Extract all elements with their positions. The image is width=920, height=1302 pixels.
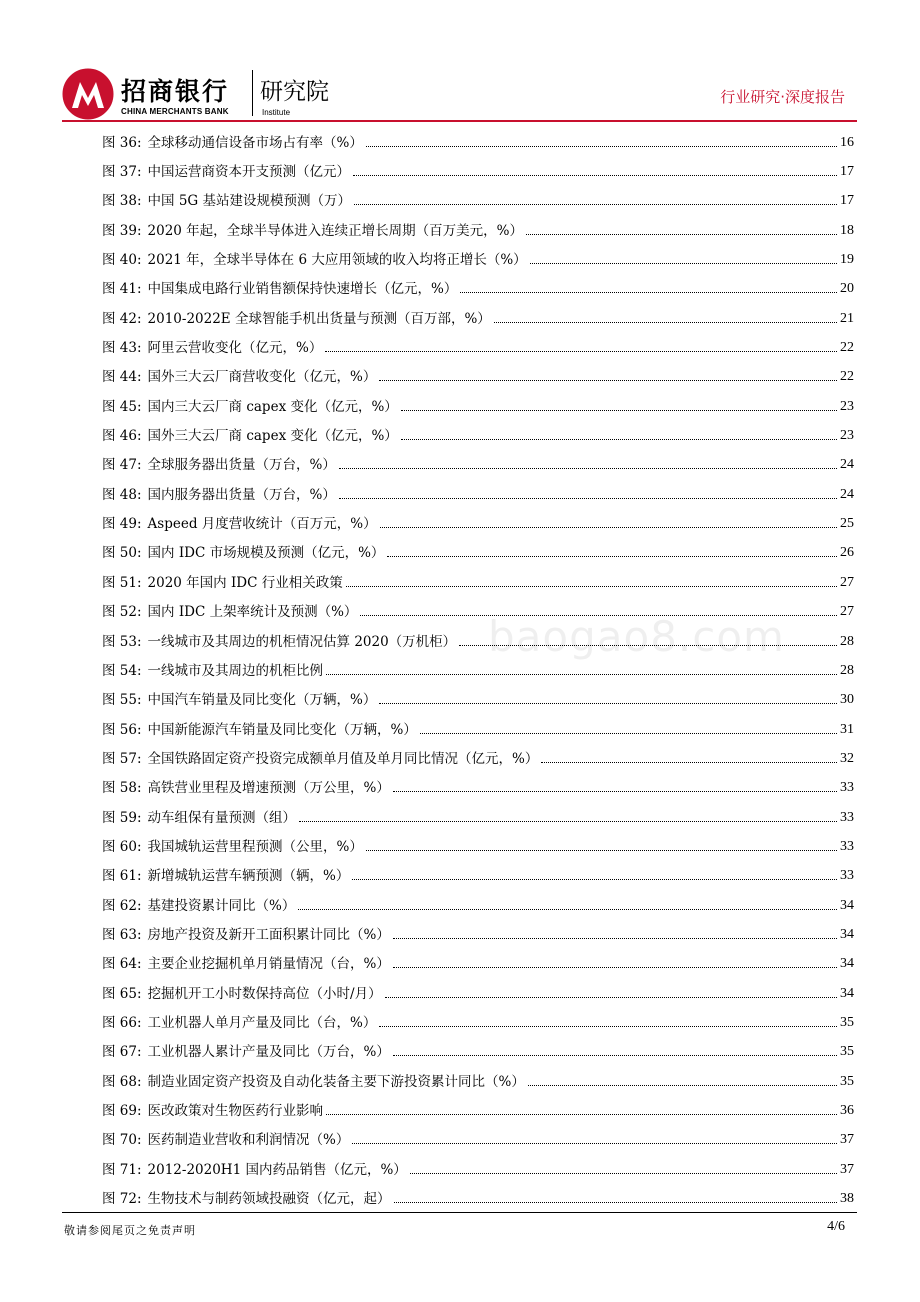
toc-entry-label: 图 45: xyxy=(102,398,142,415)
toc-entry-title[interactable]: 动车组保有量预测（组） xyxy=(147,809,297,826)
toc-entry-label: 图 63: xyxy=(102,926,142,943)
toc-entry-label: 图 53: xyxy=(102,633,142,650)
toc-dot-leader xyxy=(299,820,837,822)
toc-dot-leader xyxy=(401,409,837,411)
header-rule xyxy=(62,120,857,122)
toc-entry-title[interactable]: 2020 年国内 IDC 行业相关政策 xyxy=(147,574,343,591)
toc-entry[interactable] xyxy=(102,509,854,538)
toc-entry-page[interactable]: 34 xyxy=(840,985,854,1001)
toc-entry-title[interactable]: 一线城市及其周边的机柜比例 xyxy=(147,662,324,679)
toc-entry-title[interactable]: 全国铁路固定资产投资完成额单月值及单月同比情况（亿元，%） xyxy=(147,750,539,767)
toc-entry-page[interactable]: 26 xyxy=(840,545,854,561)
toc-entry[interactable] xyxy=(102,686,854,715)
toc-dot-leader xyxy=(530,262,837,264)
toc-dot-leader xyxy=(385,996,837,998)
toc-entry-page[interactable]: 33 xyxy=(840,868,854,884)
toc-entry[interactable] xyxy=(102,1008,854,1037)
toc-entry-label: 图 39: xyxy=(102,222,142,239)
toc-entry-label: 图 36: xyxy=(102,134,142,151)
toc-entry-page[interactable]: 31 xyxy=(840,721,854,737)
toc-entry-label: 图 62: xyxy=(102,897,142,914)
toc-dot-leader xyxy=(379,1025,837,1027)
toc-entry-page[interactable]: 35 xyxy=(840,1014,854,1030)
toc-entry-title[interactable]: 国外三大云厂商营收变化（亿元，%） xyxy=(147,369,377,386)
toc-entry-page[interactable]: 17 xyxy=(840,164,854,180)
institute-name-en: Institute xyxy=(262,108,291,117)
toc-entry-title[interactable]: 国内服务器出货量（万台，%） xyxy=(147,486,336,503)
toc-entry-page[interactable]: 32 xyxy=(840,750,854,766)
toc-dot-leader xyxy=(393,937,837,939)
toc-entry-label: 图 46: xyxy=(102,428,142,445)
brand-name-cn: 招商银行 xyxy=(121,77,230,106)
toc-entry-title[interactable]: 房地产投资及新开工面积累计同比（%） xyxy=(147,926,390,943)
toc-entry-title[interactable]: 全球服务器出货量（万台，%） xyxy=(147,457,336,474)
toc-entry-title[interactable]: 中国新能源汽车销量及同比变化（万辆，%） xyxy=(147,721,417,738)
toc-entry[interactable] xyxy=(102,1067,854,1096)
toc-dot-leader xyxy=(401,438,837,440)
toc-entry[interactable] xyxy=(102,245,854,274)
toc-entry-page[interactable]: 27 xyxy=(840,604,854,620)
toc-entry-title[interactable]: 挖掘机开工小时数保持高位（小时/月） xyxy=(147,985,382,1002)
toc-dot-leader xyxy=(393,1054,837,1056)
toc-entry[interactable] xyxy=(102,1184,854,1213)
toc-entry-label: 图 67: xyxy=(102,1044,142,1061)
toc-entry-page[interactable]: 35 xyxy=(840,1044,854,1060)
toc-entry[interactable] xyxy=(102,539,854,568)
cmb-logo-icon xyxy=(62,68,114,120)
toc-dot-leader xyxy=(387,555,837,557)
toc-dot-leader xyxy=(494,321,837,323)
toc-entry[interactable] xyxy=(102,1038,854,1067)
toc-entry-title[interactable]: 中国集成电路行业销售额保持快速增长（亿元，%） xyxy=(147,281,458,298)
toc-entry-page[interactable]: 23 xyxy=(840,428,854,444)
toc-dot-leader xyxy=(528,1084,837,1086)
toc-entry-title[interactable]: 国内 IDC 上架率统计及预测（%） xyxy=(147,604,358,621)
brand-divider xyxy=(252,70,253,116)
toc-entry-label: 图 64: xyxy=(102,956,142,973)
toc-entry-label: 图 40: xyxy=(102,252,142,269)
toc-entry-title[interactable]: 中国 5G 基站建设规模预测（万） xyxy=(147,193,351,210)
toc-entry-label: 图 58: xyxy=(102,780,142,797)
toc-entry-label: 图 55: xyxy=(102,692,142,709)
toc-entry-page[interactable]: 33 xyxy=(840,780,854,796)
toc-entry-page[interactable]: 33 xyxy=(840,809,854,825)
toc-entry[interactable] xyxy=(102,920,854,949)
toc-dot-leader xyxy=(353,174,837,176)
disclaimer: 敬请参阅尾页之免责声明 xyxy=(64,1224,196,1237)
toc-dot-leader xyxy=(380,526,837,528)
toc-dot-leader xyxy=(346,585,837,587)
toc-entry[interactable] xyxy=(102,1126,854,1155)
toc-entry-title[interactable]: 2020 年起，全球半导体进入连续正增长周期（百万美元，%） xyxy=(147,222,524,239)
toc-entry-label: 图 52: xyxy=(102,604,142,621)
watermark: baogao8.com xyxy=(488,612,785,661)
toc-entry[interactable] xyxy=(102,891,854,920)
toc-entry-page[interactable]: 24 xyxy=(840,486,854,502)
page-number: 4/6 xyxy=(827,1219,845,1234)
toc-dot-leader xyxy=(326,673,837,675)
toc-entry-page[interactable]: 28 xyxy=(840,662,854,678)
toc-entry-title[interactable]: 中国运营商资本开支预测（亿元） xyxy=(147,164,351,181)
toc-entry-label: 图 49: xyxy=(102,516,142,533)
toc-entry[interactable] xyxy=(102,744,854,773)
toc-entry-page[interactable]: 34 xyxy=(840,926,854,942)
toc-entry-title[interactable]: 2021 年，全球半导体在 6 大应用领域的收入均将正增长（%） xyxy=(147,252,527,269)
toc-entry-label: 图 37: xyxy=(102,164,142,181)
toc-dot-leader xyxy=(366,849,837,851)
toc-entry-page[interactable]: 37 xyxy=(840,1132,854,1148)
toc-entry-page[interactable]: 30 xyxy=(840,692,854,708)
toc-entry-title[interactable]: Aspeed 月度营收统计（百万元，%） xyxy=(147,516,377,533)
toc-dot-leader xyxy=(379,702,837,704)
toc-entry[interactable] xyxy=(102,157,854,186)
toc-entry[interactable] xyxy=(102,832,854,861)
toc-entry-label: 图 38: xyxy=(102,193,142,210)
toc-dot-leader xyxy=(393,790,837,792)
toc-entry-label: 图 60: xyxy=(102,838,142,855)
toc-dot-leader xyxy=(325,350,837,352)
toc-entry-label: 图 50: xyxy=(102,545,142,562)
toc-entry-title[interactable]: 国外三大云厂商 capex 变化（亿元，%） xyxy=(147,428,398,445)
toc-dot-leader xyxy=(410,1172,837,1174)
toc-dot-leader xyxy=(339,467,837,469)
toc-entry-title[interactable]: 全球移动通信设备市场占有率（%） xyxy=(147,134,363,151)
toc-entry-title[interactable]: 主要企业挖掘机单月销量情况（台，%） xyxy=(147,956,390,973)
toc-entry[interactable] xyxy=(102,862,854,891)
report-type: 行业研究·深度报告 xyxy=(720,88,845,106)
toc-entry-label: 图 68: xyxy=(102,1073,142,1090)
toc-entry-page[interactable]: 20 xyxy=(840,281,854,297)
toc-entry-title[interactable]: 阿里云营收变化（亿元，%） xyxy=(147,340,323,357)
toc-entry[interactable] xyxy=(102,216,854,245)
toc-entry-label: 图 44: xyxy=(102,369,142,386)
institute-name-cn: 研究院 xyxy=(260,79,329,105)
toc-entry[interactable] xyxy=(102,451,854,480)
toc-entry-label: 图 71: xyxy=(102,1161,142,1178)
toc-entry[interactable] xyxy=(102,715,854,744)
toc-entry-label: 图 48: xyxy=(102,486,142,503)
toc-entry[interactable] xyxy=(102,480,854,509)
toc-entry-title[interactable]: 医改政策对生物医药行业影响 xyxy=(147,1103,324,1120)
toc-entry[interactable] xyxy=(102,187,854,216)
toc-entry-page[interactable]: 33 xyxy=(840,838,854,854)
toc-entry-title[interactable]: 一线城市及其周边的机柜情况估算 2020（万机柜） xyxy=(147,633,457,650)
toc-entry-title[interactable]: 基建投资累计同比（%） xyxy=(147,897,296,914)
toc-dot-leader xyxy=(366,145,837,147)
toc-dot-leader xyxy=(354,203,837,205)
toc-entry-label: 图 41: xyxy=(102,281,142,298)
toc-entry-page[interactable]: 37 xyxy=(840,1161,854,1177)
toc-entry-page[interactable]: 34 xyxy=(840,897,854,913)
toc-entry[interactable] xyxy=(102,275,854,304)
toc-entry[interactable] xyxy=(102,568,854,597)
toc-dot-leader xyxy=(460,291,837,293)
toc-entry-label: 图 42: xyxy=(102,310,142,327)
toc-entry-title[interactable]: 国内三大云厂商 capex 变化（亿元，%） xyxy=(147,398,398,415)
toc-entry-label: 图 57: xyxy=(102,750,142,767)
toc-dot-leader xyxy=(379,379,837,381)
toc-entry-label: 图 43: xyxy=(102,340,142,357)
toc-entry-label: 图 51: xyxy=(102,574,142,591)
toc-entry-page[interactable]: 18 xyxy=(840,222,854,238)
toc-dot-leader xyxy=(420,732,837,734)
toc-entry[interactable] xyxy=(102,421,854,450)
toc-entry-label: 图 59: xyxy=(102,809,142,826)
toc-entry[interactable] xyxy=(102,333,854,362)
toc-entry[interactable] xyxy=(102,363,854,392)
toc-dot-leader xyxy=(298,908,837,910)
toc-entry-title[interactable]: 工业机器人累计产量及同比（万台，%） xyxy=(147,1044,390,1061)
toc-entry-title[interactable]: 高铁营业里程及增速预测（万公里，%） xyxy=(147,780,390,797)
toc-dot-leader xyxy=(541,761,837,763)
toc-entry-page[interactable]: 17 xyxy=(840,193,854,209)
toc-entry-page[interactable]: 28 xyxy=(840,633,854,649)
toc-entry-page[interactable]: 34 xyxy=(840,956,854,972)
toc-dot-leader xyxy=(393,966,837,968)
page-header xyxy=(0,0,920,125)
toc-dot-leader xyxy=(352,1142,837,1144)
toc-dot-leader xyxy=(326,1113,837,1115)
toc-entry[interactable] xyxy=(102,803,854,832)
toc-entry-page[interactable]: 24 xyxy=(840,457,854,473)
toc-entry-label: 图 47: xyxy=(102,457,142,474)
toc-entry-page[interactable]: 25 xyxy=(840,516,854,532)
toc-dot-leader xyxy=(394,1201,837,1203)
toc-entry-title[interactable]: 我国城轨运营里程预测（公里，%） xyxy=(147,838,363,855)
toc-entry-page[interactable]: 16 xyxy=(840,134,854,150)
toc-entry-label: 图 72: xyxy=(102,1191,142,1208)
toc-entry-page[interactable]: 19 xyxy=(840,252,854,268)
toc-entry-label: 图 61: xyxy=(102,868,142,885)
toc-entry-title[interactable]: 中国汽车销量及同比变化（万辆，%） xyxy=(147,692,377,709)
toc-entry[interactable] xyxy=(102,950,854,979)
footer-rule xyxy=(62,1212,857,1213)
toc-entry-label: 图 69: xyxy=(102,1103,142,1120)
toc-entry[interactable] xyxy=(102,979,854,1008)
toc-entry-title[interactable]: 生物技术与制药领域投融资（亿元，起） xyxy=(147,1191,391,1208)
toc-entry[interactable] xyxy=(102,304,854,333)
toc-entry[interactable] xyxy=(102,128,854,157)
brand-name-en: CHINA MERCHANTS BANK xyxy=(121,107,229,116)
toc-entry-label: 图 54: xyxy=(102,662,142,679)
toc-entry[interactable] xyxy=(102,392,854,421)
toc-entry-page[interactable]: 27 xyxy=(840,574,854,590)
toc-entry-label: 图 66: xyxy=(102,1014,142,1031)
toc-entry-page[interactable]: 38 xyxy=(840,1191,854,1207)
toc-dot-leader xyxy=(339,497,837,499)
toc-entry[interactable] xyxy=(102,774,854,803)
toc-entry-title[interactable]: 国内 IDC 市场规模及预测（亿元，%） xyxy=(147,545,385,562)
toc-entry-title[interactable]: 新增城轨运营车辆预测（辆，%） xyxy=(147,868,350,885)
toc-entry-label: 图 56: xyxy=(102,721,142,738)
toc-entry-page[interactable]: 21 xyxy=(840,310,854,326)
toc-entry-title[interactable]: 医药制造业营收和利润情况（%） xyxy=(147,1132,350,1149)
toc-entry-title[interactable]: 制造业固定资产投资及自动化装备主要下游投资累计同比（%） xyxy=(147,1073,525,1090)
toc-entry-page[interactable]: 22 xyxy=(840,369,854,385)
toc-entry-title[interactable]: 工业机器人单月产量及同比（台，%） xyxy=(147,1014,377,1031)
toc-entry-page[interactable]: 23 xyxy=(840,398,854,414)
toc-entry-title[interactable]: 2010-2022E 全球智能手机出货量与预测（百万部，%） xyxy=(147,310,491,327)
toc-entry-page[interactable]: 36 xyxy=(840,1103,854,1119)
toc-dot-leader xyxy=(526,233,837,235)
toc-entry-label: 图 70: xyxy=(102,1132,142,1149)
toc-entry[interactable] xyxy=(102,1096,854,1125)
toc-entry-label: 图 65: xyxy=(102,985,142,1002)
toc-entry-title[interactable]: 2012-2020H1 国内药品销售（亿元，%） xyxy=(147,1161,407,1178)
toc-dot-leader xyxy=(352,878,837,880)
toc-entry-page[interactable]: 35 xyxy=(840,1073,854,1089)
figure-list xyxy=(102,128,854,1214)
toc-entry[interactable] xyxy=(102,1155,854,1184)
toc-entry-page[interactable]: 22 xyxy=(840,340,854,356)
